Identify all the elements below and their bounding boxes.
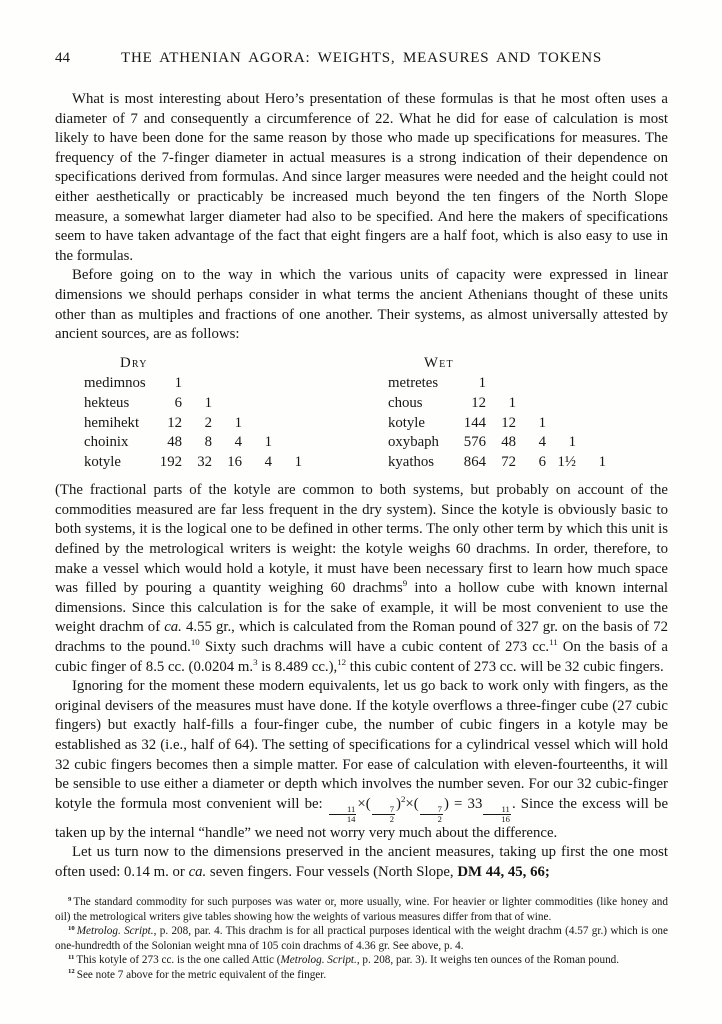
- unit-value: 1: [508, 394, 516, 411]
- text-run: this cubic content of 273 cc. will be 32 cubic fingers.: [346, 658, 664, 675]
- text-run: ca.: [188, 863, 207, 880]
- table-row: [388, 374, 606, 394]
- text-run: 11: [549, 637, 558, 648]
- text-run: 9: [402, 578, 408, 589]
- unit-name: hekteus: [84, 394, 130, 411]
- unit-name: hemihekt: [84, 414, 140, 431]
- unit-name: oxybaph: [388, 434, 439, 451]
- unit-value: 4: [264, 453, 272, 470]
- unit-value: 6: [538, 453, 546, 470]
- dry-units-table: [84, 354, 302, 473]
- unit-value: 12: [471, 394, 486, 411]
- body-text: [55, 90, 668, 882]
- text-run: Before going on to the way in which the various units of capacity were expressed in linear dimensions we should perhaps consider in what terms the ancient Athenians thought of these units other than as multiples and fractions of one another. Their systems, as almost universally attested by ancient sources, are as follows:: [55, 267, 668, 343]
- page-header: [55, 50, 668, 67]
- unit-name: kotyle: [388, 414, 425, 431]
- unit-value: 2: [204, 414, 212, 431]
- table-row: [388, 394, 606, 414]
- table-row: [388, 433, 606, 453]
- unit-value: 864: [463, 453, 486, 470]
- text-run: is 8.489 cc.),: [257, 658, 338, 675]
- table-row: [388, 414, 606, 434]
- wet-table-title: Wet: [424, 354, 454, 371]
- text-run: Ignoring for the moment these modern equivalents, let us go back to work only with fingers, as the original devisers of the measures must have done. If the kotyle overflows a three-finger cube (27 cubic fingers) but exactly half-fills a four-finger cube, the number of cubic fingers in a kotyle may be established as 32 (i.e., half of 64). The setting of specifications for a cylindrical vessel which will hold 32 cubic fingers becomes then a simple matter. For ease of calculation with eleven-fourteenths, it will be sensible to use either a diameter or depth which involves the number seven. For our 32 cubic-finger kotyle the formula most convenient will be:: [55, 678, 668, 812]
- unit-value: 1: [174, 375, 182, 392]
- text-run: ca.: [164, 619, 182, 636]
- paragraph: [55, 266, 668, 344]
- footnote-number: 12: [68, 968, 75, 976]
- unit-name: metretes: [388, 375, 439, 392]
- unit-name: medimnos: [84, 375, 146, 392]
- unit-value: 12: [501, 414, 516, 431]
- unit-tables: [55, 354, 668, 473]
- text-run: The standard commodity for such purposes was water or, more usually, wine. For heavier or lighter commodities (like honey and oil) the metrological writers give tables showing how the weights of various measures differ from that of wine.: [55, 896, 668, 923]
- unit-name: kotyle: [84, 453, 121, 470]
- text-run: 12: [337, 656, 347, 667]
- unit-value: 1½: [557, 453, 576, 470]
- fraction: $\frac{11}{16}$: [483, 805, 511, 824]
- table-row: [84, 453, 302, 473]
- footnote-number: 10: [68, 924, 75, 932]
- unit-value: 1: [234, 414, 242, 431]
- unit-value: 72: [501, 453, 516, 470]
- text-run: Sixty such drachms will have a cubic content of 273 cc.: [199, 639, 550, 656]
- text-run: . Since the excess will be taken up by the internal “handle” we need not worry very much about the difference.: [55, 795, 669, 841]
- text-run: ): [396, 795, 401, 812]
- text-run: This kotyle of 273 cc. is the one called Attic (: [76, 954, 281, 967]
- footnotes: [55, 895, 668, 982]
- text-run: , p. 208, par. 4. This drachm is for all practical purposes identical with the weight drachm (4.57 gr.) which is one one-hundredth of the Solonian weight mna of 105 coin drachms of 4.36 gr. See above, p. 4.: [55, 925, 668, 952]
- unit-value: 144: [463, 414, 486, 431]
- fraction: $\frac{7}{2}$: [372, 805, 395, 824]
- text-run: What is most interesting about Hero’s presentation of these formulas is that he most often uses a diameter of 7 and consequently a circumference of 22. What he did for ease of calculation is most likely to have been done for the same reason by those who made up specifications for measures. The frequency of the 7-finger diameter in actual measures is a strong indication of their dependence on specifications derived from formulas. And since larger measures were needed and the height could not either aesthetically or practicably be increased much beyond the ten fingers of the North Slope measure, a somewhat larger diameter had also to be specified. And here the makers of specifications seem to have taken advantage of the fact that eight fingers are a half foot, which is also easy to use in the formulas.: [55, 91, 668, 264]
- unit-value: 1: [538, 414, 546, 431]
- text-run: 4.55 gr., which is calculated from the Roman pound of 327 gr. on the basis of 72 drachms to the pound.: [55, 619, 668, 656]
- unit-value: 1: [598, 453, 606, 470]
- footnote: [55, 968, 668, 983]
- table-row: [388, 453, 606, 473]
- paragraphs-bottom: [55, 481, 668, 882]
- unit-value: 48: [501, 434, 516, 451]
- running-title: THE ATHENIAN AGORA: WEIGHTS, MEASURES AND TOKENS: [121, 50, 602, 66]
- footnote-number: 9: [68, 895, 72, 903]
- table-row: [84, 433, 302, 453]
- footnote: [55, 895, 668, 924]
- fraction: $\frac{7}{2}$: [420, 805, 443, 824]
- unit-value: 1: [568, 434, 576, 451]
- text-run: ×(: [357, 795, 371, 812]
- unit-value: 1: [204, 394, 212, 411]
- unit-value: 192: [159, 453, 182, 470]
- unit-value: 8: [204, 434, 212, 451]
- text-run: Let us turn now to the dimensions preserved in the ancient measures, taking up first the one most often used: 0.14 m. or: [55, 844, 668, 880]
- unit-value: 16: [227, 453, 242, 470]
- unit-value: 12: [167, 414, 182, 431]
- text-run: (The fractional parts of the kotyle are common to both systems, but probably on account of the commodities measured are far less frequent in the dry system). Since the kotyle is obviously basic to both systems, it is the logical one to be defined in other terms. The only other term by which this unit is defined by the metrological writers is weight: the kotyle weighs 60 drachms. In order, therefore, to make a vessel which would hold a kotyle, it must have been necessary first to learn how much space was filled by pouring a quantity weighing 60 drachms: [55, 482, 668, 597]
- unit-name: choinix: [84, 434, 129, 451]
- text-run: See note 7 above for the metric equivalent of the finger.: [76, 968, 327, 981]
- paragraphs-top: [55, 90, 668, 345]
- paragraph: [55, 843, 668, 882]
- unit-value: 576: [463, 434, 486, 451]
- text-run: Metrolog. Script.: [280, 954, 357, 967]
- text-run: DM 44, 45, 66;: [457, 863, 550, 880]
- unit-value: 6: [174, 394, 182, 411]
- unit-value: 1: [294, 453, 302, 470]
- wet-table-rows: [388, 374, 606, 472]
- text-run: Metrolog. Script.: [76, 925, 154, 938]
- text-run: ) = 33: [443, 795, 483, 812]
- footnote: [55, 953, 668, 968]
- text-run: ×(: [405, 795, 419, 812]
- paragraph: [55, 677, 668, 843]
- unit-name: chous: [388, 394, 423, 411]
- text-run: 10: [190, 637, 200, 648]
- footnote-number: 11: [68, 953, 75, 961]
- paragraph: [55, 481, 668, 677]
- text-run: , p. 208, par. 3). It weighs ten ounces of the Roman pound.: [356, 954, 620, 967]
- unit-value: 48: [167, 434, 182, 451]
- unit-value: 4: [234, 434, 242, 451]
- text-run: into a hollow cube with known internal dimensions. Since this calculation is for the sake of example, it will be most convenient to use the weight drachm of: [55, 580, 669, 636]
- text-run: 3: [253, 656, 258, 667]
- text-run: On the basis of a cubic finger of 8.5 cc. (0.0204 m.: [55, 639, 668, 675]
- unit-value: 1: [478, 375, 486, 392]
- page-number: 44: [55, 50, 70, 66]
- unit-value: 4: [538, 434, 546, 451]
- table-row: [84, 374, 302, 394]
- table-row: [84, 414, 302, 434]
- table-row: [84, 394, 302, 414]
- unit-name: kyathos: [388, 453, 435, 470]
- dry-table-rows: [84, 374, 302, 472]
- unit-value: 1: [264, 434, 272, 451]
- text-run: 2: [400, 793, 406, 804]
- wet-units-table: [388, 354, 606, 473]
- fraction: $\frac{11}{14}$: [329, 805, 357, 824]
- footnote: [55, 924, 668, 953]
- text-run: seven fingers. Four vessels (North Slope,: [206, 863, 458, 880]
- dry-table-title: Dry: [120, 354, 148, 371]
- paragraph: [55, 90, 668, 266]
- unit-value: 32: [197, 453, 212, 470]
